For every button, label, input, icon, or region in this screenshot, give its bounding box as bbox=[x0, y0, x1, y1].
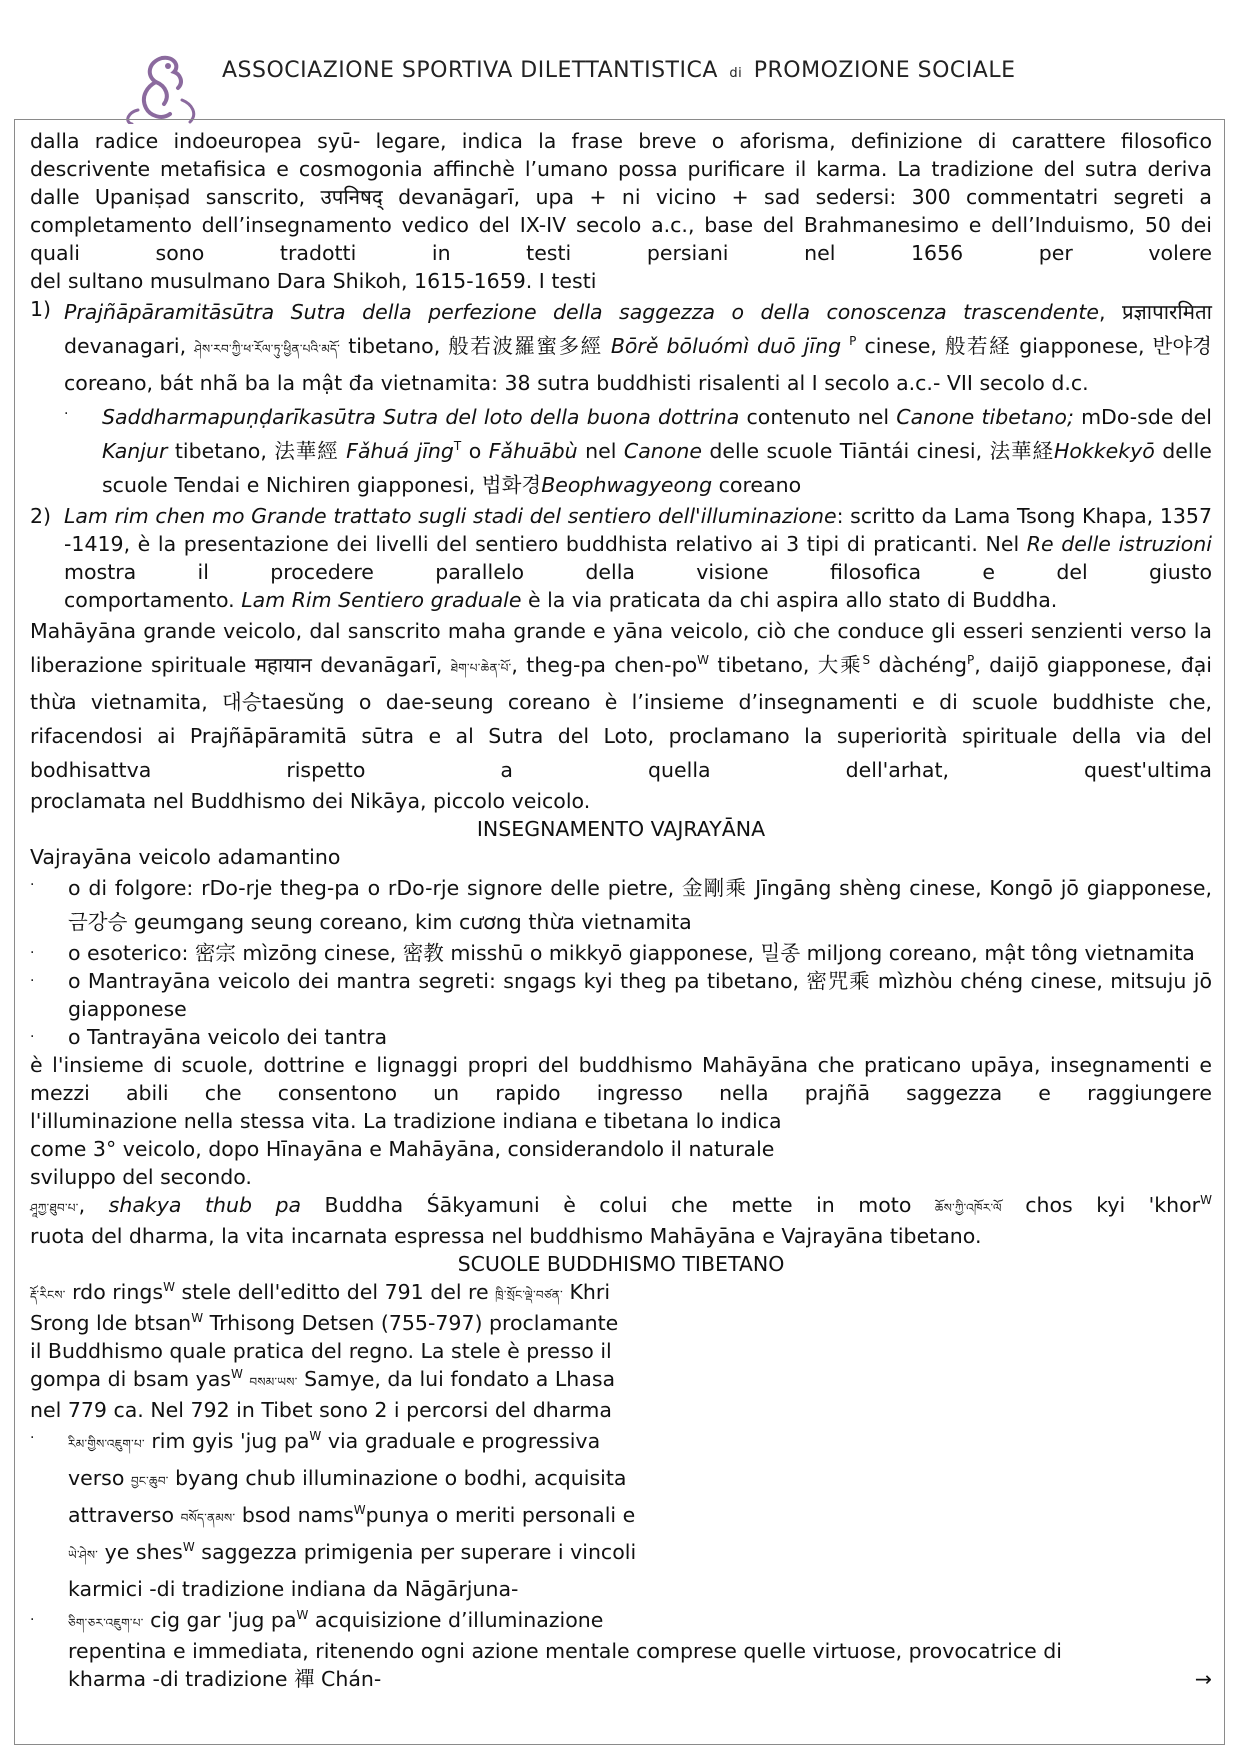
item1-title: Prajñāpāramitāsūtra Sutra della perfezione della saggezza o della conoscenza trascendente bbox=[64, 300, 1100, 324]
schools-bullet-2: · ཅིག་ཅར་འཇུག་པ་ cig gar 'jug $pa^W$ acquisizione d’illuminazione repentina e immediata, ritenendo ogni azione mentale comprese quelle virtuose, provocatrice di kharma -di tradizione 禪 Chán- → bbox=[30, 1608, 1212, 1691]
section-heading-schools: SCUOLE BUDDHISMO TIBETANO bbox=[457, 1252, 785, 1276]
list-item-1: 1) Prajñāpāramitāsūtra Sutra della perfezione della saggezza o della conoscenza trascendente, प्रज्ञापारमिता devanagari, ཤེས་རབ་ཀྱི་ཕ་རོལ་ཏུ་ཕྱིན་པའི་མདོ་ tibetano, 般若波羅蜜多經 Bōrě bōluómì duō jīng $^P$ cinese, 般若経 giapponese, 반야경 coreano, bát nhã ba la mật đa vietnamita: 38 sutra buddhisti risalenti al I secolo a.c.- VII secolo d.c. bbox=[30, 297, 1212, 395]
schools-bullet-1: · རིམ་གྱིས་འཇུག་པ་ rim gyis 'jug $pa^W$ via graduale e progressiva verso བྱང་ཆུབ་ byang chub illuminazione o bodhi, acquisita attraverso བསོད་ནམས་ bsod nams$^W$punya o meriti personali e ཡེ་ཤེས་ ye shes$^W$ saggezza primigenia per superare i vincoli karmici -di tradizione indiana da Nāgārjuna- bbox=[30, 1429, 637, 1601]
sub-bullet-lotus: · Saddharmapuṇḍarīkasūtra Sutra del loto della buona dottrina contenuto nel Canone tibetano; mDo-sde del Kanjur tibetano, 法華經 Fǎhuá jīng$^T$ o Fǎhuābù nel Canone delle scuole Tiāntái cinesi, 法華経Hokkekyō delle scuole Tendai e Nichiren giapponesi, 법화경Beophwagyeong coreano bbox=[64, 405, 1212, 497]
list-item-2: 2) Lam rim chen mo Grande trattato sugli stadi del sentiero dell'illuminazione: scritto da Lama Tsong Khapa, 1357 -1419, è la presentazione dei livelli del sentiero buddhista relativo ai 3 tipi di praticanti. Nel Re delle istruzioni mostra il procedere parallelo della visione filosofica e del giusto comportamento. Lam Rim Sentiero graduale è la via praticata da chi aspira allo stato di Buddha. bbox=[30, 504, 1213, 612]
vajrayana-intro: Vajrayāna veicolo adamantino bbox=[30, 845, 341, 869]
intro-paragraph-end: del sultano musulmano Dara Shikoh, 1615-1659. I testi bbox=[30, 269, 597, 293]
schools-column: རྡོ་རིངས་ rdo rings$^W$ stele dell'editto del 791 del re ཁྲི་སྲོང་ལྡེ་བཙན་ Khri Srong lde btsan$^W$ Trhisong Detsen (755-797) proclamante il Buddhismo quale pratica del regno. La stele è presso il gompa di bsam yas$^W$ བསམ་ཡས་ Samye, da lui fondato a Lhasa nel 779 ca. Nel 792 in Tibet sono 2 i percorsi del dharma · རིམ་གྱིས་འཇུག་པ་ rim gyis 'jug $pa^W$ via graduale e progressiva verso བྱང་ཆུབ་ byang chub illuminazione o bodhi, acquisita attraverso བསོད་ནམས་ bsod nams$^W$punya o meriti personali e ཡེ་ཤེས་ ye shes$^W$ saggezza primigenia per superare i vincoli karmici -di tradizione indiana da Nāgārjuna- bbox=[30, 1278, 742, 1606]
association-title: ASSOCIAZIONE SPORTIVA DILETTANTISTICA di PROMOZIONE SOCIALE bbox=[222, 58, 1016, 83]
section-heading-vajrayana: INSEGNAMENTO VAJRAYĀNA bbox=[476, 817, 766, 841]
intro-paragraph: dalla radice indoeuropea syū- legare, indica la frase breve o aforisma, definizione di carattere filosofico descrivente metafisica e cosmogonia affinchè l’umano possa purificare il karma. La tradizione del sutra deriva dalle Upaniṣad sanscrito, उपनिषद् devanāgarī, upa + ni vicino + sad sedersi: 300 commentatri segreti a completamento dell’insegnamento vedico del IX-IV secolo a.c., base del Brahmanesimo e dell’Induismo, 50 dei quali sono tradotti in testi persiani nel 1656 per volere bbox=[30, 129, 1212, 265]
vajrayana-paragraph: è l'insieme di scuole, dottrine e lignaggi propri del buddhismo Mahāyāna che praticano upāya, insegnamenti e mezzi abili che consentono un rapido ingresso nella prajñā saggezza e raggiungere bbox=[30, 1053, 1212, 1105]
dragon-logo-icon bbox=[118, 52, 210, 124]
mahayana-paragraph-end: proclamata nel Buddhismo dei Nikāya, piccolo veicolo. bbox=[30, 789, 591, 813]
vajrayana-bullet-4: · o Tantrayāna veicolo dei tantra bbox=[30, 1025, 388, 1049]
vajrayana-bullet-3: · o Mantrayāna veicolo dei mantra segreti: sngags kyi theg pa tibetano, 密咒乘 mìzhòu chéng cinese, mitsuju jō giapponese bbox=[30, 969, 1212, 1021]
vajrayana-bullet-1: · o di folgore: rDo-rje theg-pa o rDo-rje signore delle pietre, 金剛乘 Jīngāng shèng cinese, Kongō jō giapponese, 금강승 geumgang seung coreano, kim cương thừa vietnamita bbox=[30, 876, 1212, 934]
page-header bbox=[0, 0, 1241, 120]
document-body: dalla radice indoeuropea syū- legare, indica la frase breve o aforisma, definizione di carattere filosofico descrivente metafisica e cosmogonia affinchè l’umano possa purificare il karma. La tradizione del sutra deriva dalle Upaniṣad sanscrito, उपनिषद् devanāgarī, upa + ni vicino + sad sedersi: 300 commentatri segreti a completamento dell’insegnamento vedico del IX-IV secolo a.c., base del Brahmanesimo e dell’Induismo, 50 dei quali sono tradotti in testi persiani nel 1656 per volere del sultano musulmano Dara Shikoh, 1615-1659. I testi 1) Prajñāpāramitāsūtra Sutra della perfezione della saggezza o della conoscenza trascendente, प्रज्ञापारमिता devanagari, ཤེས་རབ་ཀྱི་ཕ་རོལ་ཏུ་ཕྱིན་པའི་མདོ་ tibetano, 般若波羅蜜多經 Bōrě bōluómì duō jīng $^P$ cinese, 般若経 giapponese, 반야경 coreano, bát nhã ba la mật đa vietnamita: 38 sutra buddhisti risalenti al I secolo a.c.- VII secolo d.c. · Saddharmapuṇḍarīkasūtra Sutra del loto della buona dottrina contenuto nel Canone tibetano; mDo-sde del Kanjur tibetano, 法華經 Fǎhuá jīng$^T$ o Fǎhuābù nel Canone delle scuole Tiāntái cinesi, 法華経Hokkekyō delle scuole Tendai e Nichiren giapponesi, 법화경Beophwagyeong coreano 2) Lam rim chen mo Grande trattato sugli stadi del sentiero dell'illuminazione: scritto da Lama Tsong Khapa, 1357 -1419, è la presentazione dei livelli del sentiero buddhista relativo ai 3 tipi di praticanti. Nel Re delle istruzioni mostra il procedere parallelo della visione filosofica e del giusto comportamento. Lam Rim Sentiero graduale è la via praticata da chi aspira allo stato di Buddha. Mahāyāna grande veicolo, dal sanscrito maha grande e yāna veicolo, ciò che conduce gli esseri senzienti verso la liberazione spirituale महायान devanāgarī, ཐེག་པ་ཆེན་པོ་, theg-pa chen-$po^W$ tibetano, 大乘$^S$ dàchéng$^P$, daijō giapponese, đại thừa vietnamita, 대승taesŭng o dae-seung coreano è l’insieme d’insegnamenti e di scuole buddhiste che, rifacendosi ai Prajñāpāramitā sūtra e al Sutra del Loto, proclamano la superiorità spirituale della via del bodhisattva rispetto a quella dell'arhat, quest'ultima proclamata nel Buddhismo dei Nikāya, piccolo veicolo. INSEGNAMENTO VAJRAYĀNA Vajrayāna veicolo adamantino · o di folgore: rDo-rje theg-pa o rDo-rje signore delle pietre, 金剛乘 Jīngāng shèng cinese, Kongō jō giapponese, 금강승 geumgang seung coreano, kim cương thừa vietnamita · o esoterico: 密宗 mìzōng cinese, 密教 misshū o mikkyō giapponese, 밀종 miljong coreano, mật tông vietnamita · o Mantrayāna veicolo dei mantra segreti: sngags kyi theg pa tibetano, 密咒乘 mìzhòu chéng cinese, mitsuju jō giapponese · o Tantrayāna veicolo dei tantra è l'insieme di scuole, dottrine e lignaggi propri del buddhismo Mahāyāna che praticano upāya, insegnamenti e mezzi abili che consentono un rapido ingresso nella prajñā saggezza e raggiungere l'illuminazione nella stessa vita. La tradizione indiana e tibetana lo indica come 3° veicolo, dopo Hīnayāna e Mahāyāna, considerandolo il naturale sviluppo del secondo. ཤཱཀྱ་ཐུབ་པ་, shakya thub pa Buddha Śākyamuni è colui che mette in moto ཆོས་ཀྱི་འཁོར་ལོ chos kyi 'khor$^W$ ruota del dharma, la vita incarnata espressa nel buddhismo Mahāyāna e Vajrayāna tibetano. SCUOLE BUDDHISMO TIBETANO རྡོ་རིངས་ rdo rings$^W$ stele dell'editto del 791 del re ཁྲི་སྲོང་ལྡེ་བཙན་ Khri Srong lde btsan$^W$ Trhisong Detsen (755-797) proclamante il Buddhismo quale pratica del regno. La stele è presso il gompa di bsam yas$^W$ བསམ་ཡས་ Samye, da lui fondato a Lhasa nel 779 ca. Nel 792 in Tibet sono 2 i percorsi del dharma · རིམ་གྱིས་འཇུག་པ་ rim gyis 'jug $pa^W$ via graduale e progressiva verso བྱང་ཆུབ་ byang chub illuminazione o bodhi, acquisita attraverso བསོད་ནམས་ bsod nams$^W$punya o meriti personali e ཡེ་ཤེས་ ye shes$^W$ saggezza primigenia per superare i vincoli karmici -di tradizione indiana da Nāgārjuna- · ཅིག་ཅར་འཇུག་པ་ cig gar 'jug $pa^W$ acquisizione d’illuminazione repentina e immediata, ritenendo ogni azione mentale comprese quelle virtuose, provocatrice di kharma -di tradizione 禪 Chán- → bbox=[30, 129, 1213, 1691]
mahayana-paragraph: Mahāyāna grande veicolo, dal sanscrito maha grande e yāna veicolo, ciò che conduce gli esseri senzienti verso la liberazione spirituale महायान devanāgarī, ཐེག་པ་ཆེན་པོ་, theg-pa chen-$po^W$ tibetano, 大乘$^S$ dàchéng$^P$, daijō giapponese, đại thừa vietnamita, 대승taesŭng o dae-seung coreano è l’insieme d’insegnamenti e di scuole buddhiste che, rifacendosi ai Prajñāpāramitā sūtra e al Sutra del Loto, proclamano la superiorità spirituale della via del bodhisattva rispetto a quella dell'arhat, quest'ultima bbox=[30, 619, 1212, 782]
arrow-right-icon: → bbox=[1194, 1667, 1212, 1691]
tibetan-text: ཤེས་རབ་ཀྱི་ཕ་རོལ་ཏུ་ཕྱིན་པའི་མདོ་ bbox=[194, 342, 341, 356]
vajrayana-bullet-2: · o esoterico: 密宗 mìzōng cinese, 密教 misshū o mikkyō giapponese, 밀종 miljong coreano, mật tông vietnamita bbox=[30, 941, 1195, 965]
shakyamuni-paragraph: ཤཱཀྱ་ཐུབ་པ་, shakya thub pa Buddha Śākyamuni è colui che mette in moto ཆོས་ཀྱི་འཁོར་ལོ chos kyi 'khor$^W$ bbox=[30, 1193, 1212, 1217]
